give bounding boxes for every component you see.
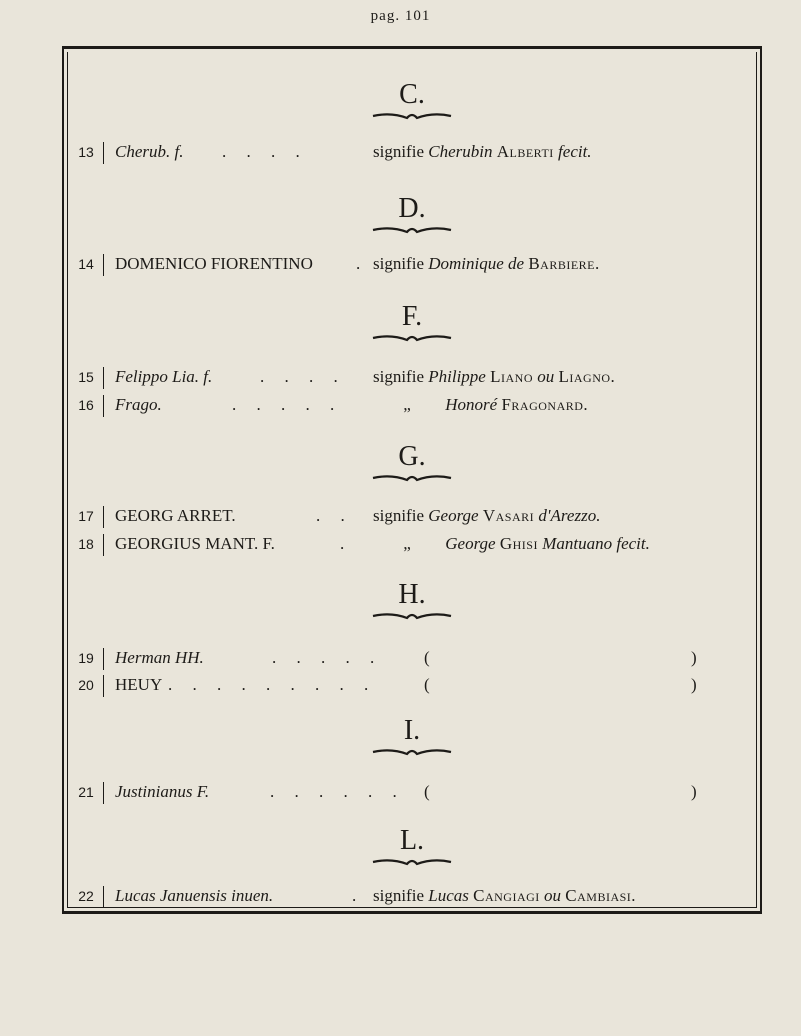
entry-number: 20 (78, 677, 94, 693)
entry-row-17 (0, 503, 801, 529)
leader-dots: . (352, 886, 365, 905)
attribution: signifie Lucas Cangiagi ou Cambiasi. (373, 886, 637, 905)
column-divider (103, 782, 104, 804)
section-letter: I. (403, 715, 421, 746)
section-letter: H. (398, 579, 426, 610)
column-divider (103, 254, 104, 276)
section-heading-l (62, 826, 762, 868)
section-heading-h (62, 580, 762, 622)
open-paren: ( (424, 648, 430, 667)
attribution: „ Honoré Fragonard. (403, 395, 589, 414)
page-number: pag. 101 (370, 8, 431, 24)
section-heading-i (62, 716, 762, 758)
entry-number: 17 (78, 508, 94, 524)
column-divider (103, 367, 104, 389)
entry-row-14 (0, 251, 801, 277)
leader-dots: . (356, 254, 369, 273)
entry-row-15 (0, 364, 801, 390)
column-divider (103, 534, 104, 556)
close-paren: ) (691, 648, 697, 667)
monogram-text: Felippo Lia. f. (115, 367, 213, 386)
leader-dots: . (340, 534, 353, 553)
section-heading-c (62, 80, 762, 122)
entry-number: 14 (78, 256, 94, 272)
entry-number: 13 (78, 144, 94, 160)
monogram-text: Frago. (115, 395, 162, 414)
swash-ornament-icon (371, 746, 453, 758)
attribution: signifie Dominique de Barbiere. (373, 254, 600, 273)
attribution: „ George Ghisi Mantuano fecit. (403, 534, 650, 553)
leader-dots: . . . . . (272, 648, 383, 667)
entry-number: 22 (78, 888, 94, 904)
section-letter: G. (398, 441, 426, 472)
swash-ornament-icon (371, 610, 453, 622)
section-letter: L. (399, 825, 425, 856)
entry-number: 15 (78, 369, 94, 385)
entry-row-20 (0, 672, 801, 698)
leader-dots: . . . . . . . . . (168, 675, 377, 694)
monogram-text: Cherub. f. (115, 142, 184, 161)
leader-dots: . . (316, 506, 353, 525)
swash-ornament-icon (371, 110, 453, 122)
swash-ornament-icon (371, 332, 453, 344)
section-heading-f (62, 302, 762, 344)
attribution: signifie Cherubin Alberti fecit. (373, 142, 592, 161)
section-heading-d (62, 194, 762, 236)
entry-number: 18 (78, 536, 94, 552)
column-divider (103, 886, 104, 908)
leader-dots: . . . . . . (270, 782, 405, 801)
close-paren: ) (691, 782, 697, 801)
monogram-text: Justinianus F. (115, 782, 210, 801)
attribution: signifie Philippe Liano ou Liagno. (373, 367, 616, 386)
monogram-text: GEORGIUS MANT. F. (115, 534, 275, 553)
swash-ornament-icon (371, 224, 453, 236)
entry-row-19 (0, 645, 801, 671)
entry-number: 21 (78, 784, 94, 800)
section-letter: C. (399, 79, 425, 110)
column-divider (103, 675, 104, 697)
section-letter: D. (398, 193, 426, 224)
monogram-text: DOMENICO FIORENTINO (115, 254, 313, 273)
open-paren: ( (424, 675, 430, 694)
monogram-text: Lucas Januensis inuen. (115, 886, 274, 905)
swash-ornament-icon (371, 472, 453, 484)
monogram-text: HEUY (115, 675, 163, 694)
monogram-text: Herman HH. (115, 648, 204, 667)
monogram-text: GEORG ARRET. (115, 506, 236, 525)
entry-number: 19 (78, 650, 94, 666)
leader-dots: . . . . (260, 367, 346, 386)
close-paren: ) (691, 675, 697, 694)
leader-dots: . . . . (222, 142, 308, 161)
section-letter: F. (401, 301, 423, 332)
column-divider (103, 506, 104, 528)
leader-dots: . . . . . (232, 395, 343, 414)
entry-row-16 (0, 392, 801, 418)
section-heading-g (62, 442, 762, 484)
attribution: signifie George Vasari d'Arezzo. (373, 506, 601, 525)
column-divider (103, 395, 104, 417)
swash-ornament-icon (371, 856, 453, 868)
column-divider (103, 648, 104, 670)
entry-row-21 (0, 779, 801, 805)
entry-row-18 (0, 531, 801, 557)
open-paren: ( (424, 782, 430, 801)
entry-row-22 (0, 883, 801, 909)
entry-number: 16 (78, 397, 94, 413)
column-divider (103, 142, 104, 164)
entry-row-13 (0, 139, 801, 165)
